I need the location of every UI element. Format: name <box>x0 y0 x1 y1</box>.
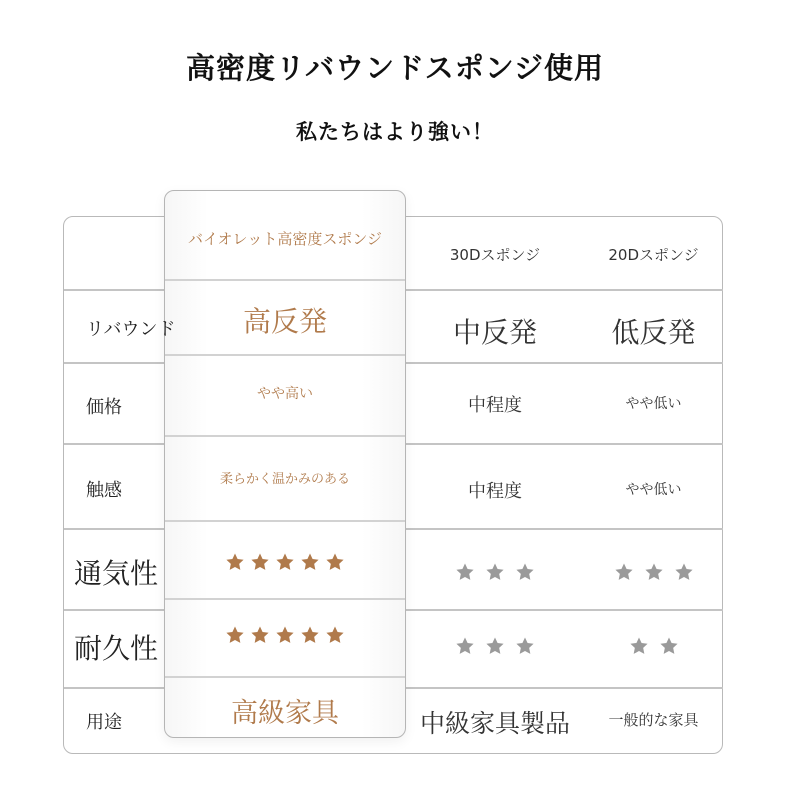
star-icon <box>659 636 679 656</box>
featured-feel-value: 柔らかく温かみのある <box>219 471 350 487</box>
header-20d: 20Dスポンジ <box>608 245 699 264</box>
featured-divider <box>165 598 405 600</box>
star-icon <box>485 636 505 656</box>
star-icon <box>275 625 295 645</box>
page-subtitle: 私たちはより強い！ <box>296 120 494 144</box>
star-icon <box>275 552 295 572</box>
star-icon <box>629 636 649 656</box>
col30d-usage-value: 中級家具製品 <box>419 709 570 738</box>
header-30d: 30Dスポンジ <box>449 245 541 264</box>
star-icon <box>644 562 664 582</box>
star-icon <box>614 562 634 582</box>
col20d-usage-value: 一般的な家具 <box>608 710 699 729</box>
col20d-durability-stars <box>584 632 723 660</box>
star-icon <box>455 636 475 656</box>
col30d-breathability-stars <box>406 558 584 586</box>
row-label-durability: 耐久性 <box>74 632 159 665</box>
col20d-feel-value: やや低い <box>625 482 682 498</box>
star-icon <box>225 552 245 572</box>
row-label-price: 価格 <box>86 397 122 418</box>
row-label-breathability: 通気性 <box>74 557 159 590</box>
featured-price-value: やや高い <box>257 386 313 402</box>
col30d-feel-value: 中程度 <box>468 481 522 502</box>
page-title: 高密度リバウンドスポンジ使用 <box>185 51 605 85</box>
row-label-feel: 触感 <box>86 480 122 501</box>
star-icon <box>225 625 245 645</box>
col30d-rebound-value: 中反発 <box>452 316 537 349</box>
star-icon <box>300 625 320 645</box>
star-icon <box>455 562 475 582</box>
star-icon <box>250 625 270 645</box>
col20d-rebound-value: 低反発 <box>611 316 696 349</box>
col30d-price-value: 中程度 <box>468 395 522 416</box>
featured-usage-value: 高級家具 <box>231 697 339 729</box>
star-icon <box>250 552 270 572</box>
featured-divider <box>165 435 405 437</box>
header-featured: バイオレット高密度スポンジ <box>187 229 383 248</box>
featured-rebound-value: 高反発 <box>242 305 327 338</box>
star-icon <box>325 552 345 572</box>
star-icon <box>515 562 535 582</box>
col20d-price-value: やや低い <box>625 396 682 412</box>
star-icon <box>485 562 505 582</box>
star-icon <box>325 625 345 645</box>
col30d-durability-stars <box>406 632 584 660</box>
featured-divider <box>165 520 405 522</box>
col20d-breathability-stars <box>584 558 723 586</box>
featured-durability-stars <box>165 621 405 649</box>
featured-divider <box>165 354 405 356</box>
star-icon <box>300 552 320 572</box>
row-label-usage: 用途 <box>86 712 122 733</box>
featured-divider <box>165 676 405 678</box>
star-icon <box>515 636 535 656</box>
star-icon <box>674 562 694 582</box>
row-label-rebound: リバウンド <box>86 319 176 340</box>
featured-divider <box>165 279 405 281</box>
featured-breathability-stars <box>165 548 405 576</box>
